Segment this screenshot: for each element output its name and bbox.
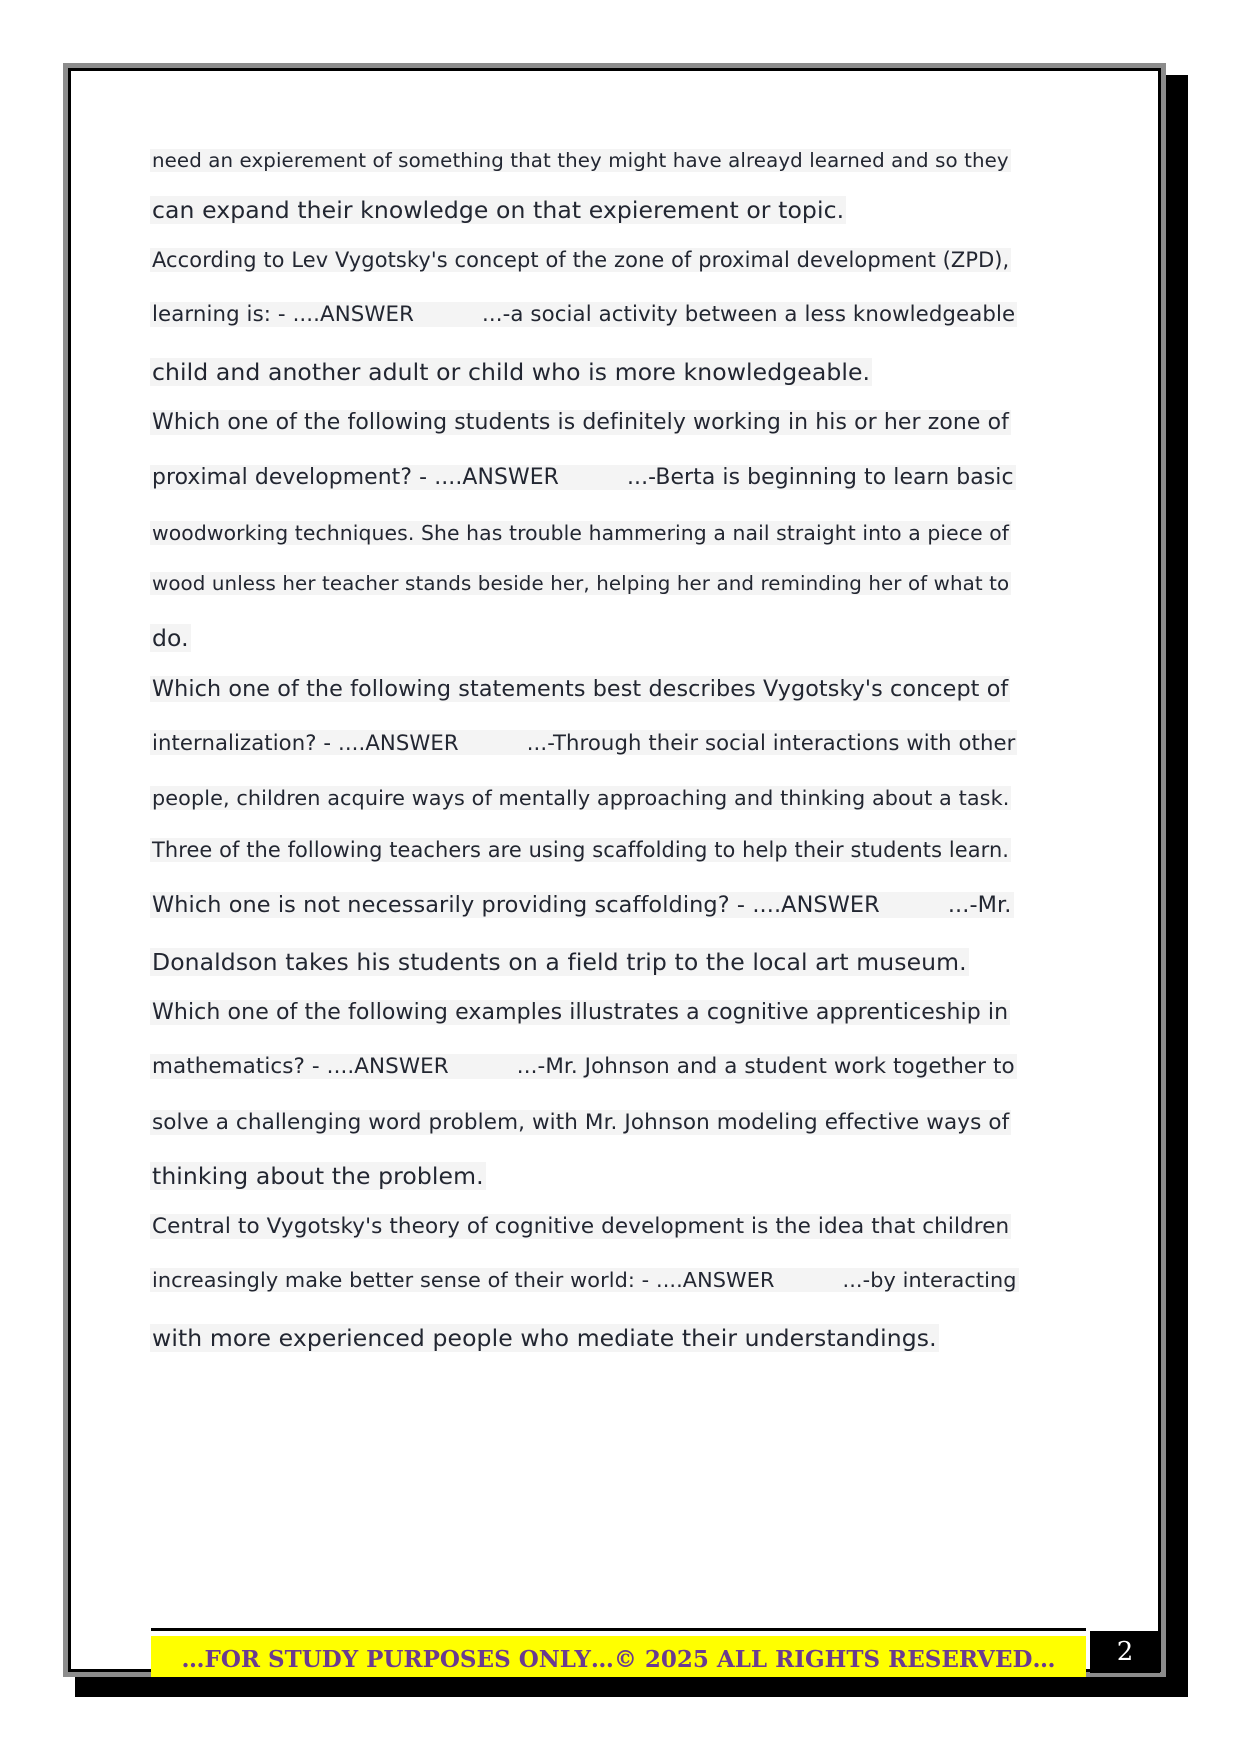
answer-line: people, children acquire ways of mentally approaching and thinking about a task.	[152, 786, 1010, 810]
answer-line: wood unless her teacher stands beside her, helping her and reminding her of what to	[152, 572, 1010, 595]
text-line: need an expierement of something that they might have alreayd learned and so they	[152, 149, 1009, 172]
question-line: increasingly make better sense of their world: - ....ANSWER	[152, 1268, 775, 1292]
question-answer-line	[150, 465, 1016, 490]
question-line: Three of the following teachers are using scaffolding to help their students learn.	[152, 838, 1010, 862]
answer-line: thinking about the problem.	[152, 1162, 484, 1190]
intro-paragraph	[150, 145, 1011, 173]
intro-paragraph	[150, 196, 846, 224]
question-answer-line	[150, 892, 1014, 918]
question-line: According to Lev Vygotsky's concept of the zone of proximal development (ZPD),	[152, 248, 1010, 272]
question-line: mathematics? - ....ANSWER	[152, 1054, 449, 1079]
text-line: can expand their knowledge on that expierement or topic.	[152, 196, 845, 224]
question-answer-line	[150, 1054, 1017, 1079]
question-answer-line	[150, 730, 1017, 755]
answer-line: ...-a social activity between a less knowledgeable	[481, 302, 1016, 327]
question-line: Which one of the following students is definitely working in his or her zone of	[152, 410, 1009, 435]
question-answer-line	[150, 302, 1017, 327]
question-line: Central to Vygotsky's theory of cognitive development is the idea that children	[152, 1214, 1010, 1239]
question-line: learning is: - ....ANSWER	[152, 302, 414, 327]
question-line: Which one is not necessarily providing scaffolding? - ....ANSWER	[152, 892, 880, 918]
answer-line: do.	[152, 624, 189, 652]
question-answer-line	[150, 1268, 1019, 1292]
answer-line: ...-Mr. Johnson and a student work together to	[516, 1054, 1015, 1079]
answer-line: woodworking techniques. She has trouble hammering a nail straight into a piece of	[152, 521, 1010, 545]
footer-notice: …FOR STUDY PURPOSES ONLY…© 2025 ALL RIGHTS RESERVED…	[151, 1636, 1086, 1677]
footer-divider	[151, 1628, 1086, 1631]
answer-line: ...-Mr.	[947, 892, 1012, 918]
answer-line: Donaldson takes his students on a field trip to the local art museum.	[152, 948, 967, 976]
answer-line: ...-Berta is beginning to learn basic	[626, 465, 1014, 490]
page-number: 2	[1090, 1631, 1160, 1673]
question-line: internalization? - ....ANSWER	[152, 730, 459, 755]
question-line: Which one of the following statements best describes Vygotsky's concept of	[152, 676, 1009, 702]
answer-line: ...-by interacting	[842, 1268, 1017, 1292]
answer-line: solve a challenging word problem, with Mr. Johnson modeling effective ways of	[152, 1110, 1010, 1135]
answer-line: child and another adult or child who is more knowledgeable.	[152, 358, 871, 386]
question-line: Which one of the following examples illustrates a cognitive apprenticeship in	[152, 1000, 1009, 1025]
question-line: proximal development? - ....ANSWER	[152, 465, 559, 490]
answer-line: with more experienced people who mediate their understandings.	[152, 1324, 937, 1352]
answer-line: ...-Through their social interactions with other	[526, 730, 1016, 755]
